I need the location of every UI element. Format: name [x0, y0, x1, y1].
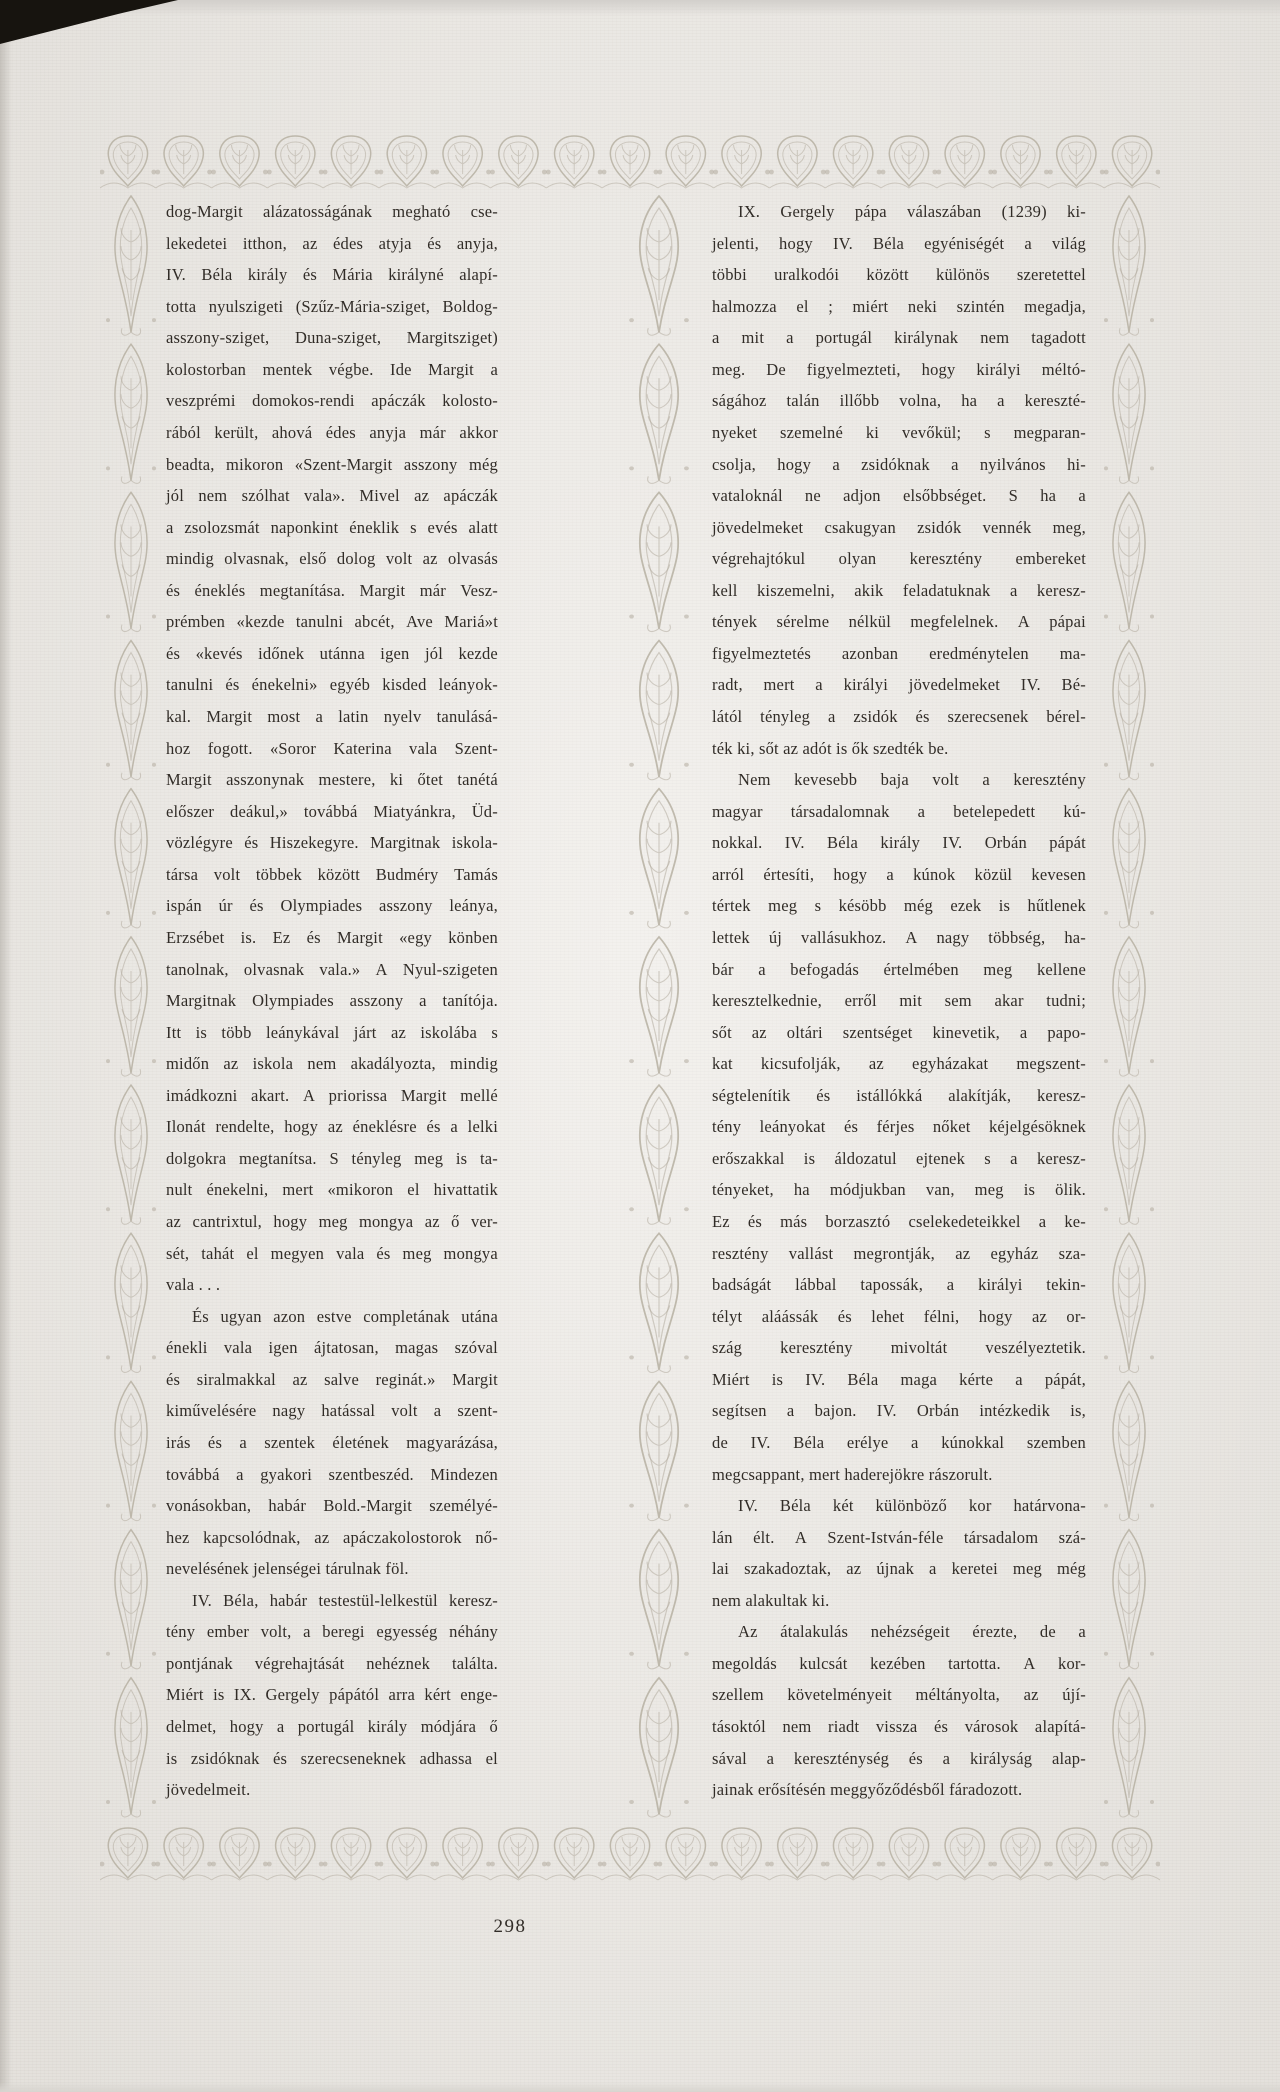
text-line: csolja, hogy a zsidóknak a nyilvános hi- [712, 454, 1086, 474]
text-line: de IV. Béla erélye a kúnokkal szemben [712, 1432, 1086, 1452]
text-line: kiművelésére nagy hatással volt a szent- [166, 1401, 498, 1421]
text-line: tény leányokat és férjes nőket kéjelgésöknek [712, 1117, 1086, 1137]
text-line: jövedelmeket csakugyan zsidók vennék meg, [712, 517, 1086, 537]
text-line: pontjának végrehajtását nehéznek találta. [166, 1653, 498, 1673]
text-line: sával a kereszténység és a királyság alap- [712, 1748, 1086, 1768]
text-line: kat kicsufolják, az egyházakat megszent- [712, 1054, 1086, 1074]
paragraph [712, 764, 1086, 1490]
text-line: asszony-sziget, Duna-sziget, Margitsziget) [166, 328, 498, 348]
text-line: Margitnak Olympiades asszony a tanítója. [166, 991, 498, 1011]
text-line: totta nyulszigeti (Szűz-Mária-sziget, Boldog- [166, 296, 498, 316]
text-line: vonásokban, habár Bold.-Margit személyé- [166, 1496, 498, 1516]
text-line: kell kiszemelni, akik feladatuknak a keresz- [712, 580, 1086, 600]
text-line: figyelmeztetés azonban eredménytelen ma- [712, 643, 1086, 663]
text-line: Miért is IX. Gergely pápától arra kért enge- [166, 1685, 498, 1705]
text-line: ságához talán illőbb volna, ha a kereszté- [712, 391, 1086, 411]
paragraph [712, 1490, 1086, 1616]
text-line: és siralmakkal az salve reginát.» Margit [166, 1369, 498, 1389]
text-line: hoz fogott. «Soror Katerina vala Szent- [166, 738, 498, 758]
ornament-border-left [100, 190, 162, 1820]
ornament-border-right [1098, 190, 1160, 1820]
text-line: énekli vala igen ájtatosan, magas szóval [166, 1338, 498, 1358]
text-line: a zsolozsmát naponkint éneklik s evés alatt [166, 517, 498, 537]
text-line: jelenti, hogy IV. Béla egyéniségét a világ [712, 233, 1086, 253]
text-line: resztény vallást megrontják, az egyház sza- [712, 1243, 1086, 1263]
text-line: segítsen a bajon. IV. Orbán intézkedik is, [712, 1401, 1086, 1421]
scan-edge-bottom [0, 2082, 1280, 2092]
paragraph [166, 1301, 498, 1585]
text-line: IV. Béla két különböző kor határvona- [738, 1496, 1086, 1516]
ornament-border-bottom [100, 1820, 1160, 1882]
text-line: És ugyan azon estve completának utána [192, 1306, 498, 1326]
paragraph [712, 1616, 1086, 1805]
text-line: tanolnak, olvasnak vala.» A Nyul-szigeten [166, 959, 498, 979]
text-line: és éneklés megtanítása. Margit már Vesz- [166, 580, 498, 600]
text-line: tény ember volt, a beregi egyesség néhány [166, 1622, 498, 1642]
text-line: kal. Margit most a latin nyelv tanulásá- [166, 707, 498, 726]
ornament-border-top [100, 128, 1160, 190]
text-line: Margit asszonynak mestere, ki őtet tanétá [166, 770, 498, 790]
text-line: szág keresztény mivoltát veszélyeztetik. [712, 1338, 1086, 1358]
text-line: hez kapcsolódnak, az apáczakolostorok nő- [166, 1527, 498, 1547]
text-line: irás és a szentek életének magyarázása, [166, 1432, 498, 1452]
text-line: vala . . . [166, 1275, 221, 1295]
text-line: kolostorban mentek végbe. Ide Margit a [166, 359, 498, 379]
text-line: szellem követelményeit méltányolta, az újí- [712, 1685, 1086, 1705]
text-line: ispán úr és Olympiades asszony leánya, [166, 896, 498, 916]
text-line: jól nem szólhat vala». Mivel az apáczák [166, 486, 498, 506]
text-line: és «kevés időnek utánna igen jól kezde [166, 643, 498, 663]
text-line: arról értesíti, hogy a kúnok közül kevesen [712, 864, 1086, 884]
text-line: többi uralkodói között különös szeretettel [712, 265, 1086, 285]
text-line: IX. Gergely pápa válaszában (1239) ki- [738, 202, 1086, 221]
text-line: mindig olvasnak, első dolog volt az olvasás [166, 549, 498, 569]
text-line: megoldás kulcsát kezében tartotta. A kor- [712, 1653, 1086, 1673]
text-line: dolgokra megtanítsa. S tényleg meg is ta- [166, 1148, 498, 1168]
text-line: tanulni és énekelni» egyéb kisded leányok- [166, 675, 498, 695]
text-line: rából került, ahová édes anyja már akkor [166, 422, 498, 442]
text-line: vataloknál ne adjon elsőbbséget. S ha a [712, 486, 1086, 506]
paragraph [166, 196, 498, 1301]
paragraph [712, 196, 1086, 764]
text-line: halmozza el ; miért neki szintén megadja, [712, 296, 1086, 316]
scan-edge-top [0, 0, 1280, 16]
text-line: vözlégyre és Hiszekegyre. Margitnak iskola- [166, 833, 498, 853]
text-line: prémben «kezde tanulni abcét, Ave Mariá»t [166, 612, 498, 632]
text-line: nem alakultak ki. [712, 1590, 830, 1610]
text-line: Itt is több leánykával járt az iskolába s [166, 1022, 498, 1042]
text-line: tértek meg s késöbb még ezek is hűtlenek [712, 896, 1086, 916]
text-line: nyeket szemelné ki vevőkül; s megparan- [712, 422, 1086, 442]
text-line: továbbá a gyakori szentbeszéd. Mindezen [166, 1464, 498, 1484]
text-line: lától tényleg a zsidók és szerecsenek bérel- [712, 707, 1086, 726]
text-line: lekedetei itthon, az édes atyja és anyja, [166, 233, 498, 253]
text-line: nult énekelni, mert «mikoron el hivattatik [166, 1180, 498, 1200]
text-line: magyar társadalomnak a betelepedett kú- [712, 801, 1086, 821]
text-line: lán élt. A Szent-István-féle társadalom szá- [712, 1527, 1086, 1547]
text-line: Erzsébet is. Ez és Margit «egy könben [166, 927, 498, 947]
text-line: Ez és más borzasztó cselekedeteikkel a ke- [712, 1212, 1086, 1231]
text-line: IV. Béla király és Mária királyné alapí- [166, 265, 498, 285]
page-number: 298 [493, 1916, 527, 1937]
text-line: ségtelenítik és istállókká alakítják, keresz- [712, 1085, 1086, 1105]
text-line: tényeket, ha módjukban van, meg is ölik. [712, 1180, 1086, 1200]
text-line: Az átalakulás nehézségeit érezte, de a [738, 1622, 1086, 1642]
text-line: lai szakadoztak, az újnak a keretei meg még [712, 1559, 1086, 1579]
text-line: meg. De figyelmezteti, hogy királyi méltó- [712, 359, 1086, 379]
text-column-left [166, 196, 498, 1806]
text-line: bár a befogadás értelmében meg kellene [712, 959, 1086, 979]
text-line: sét, tahát el megyen vala és meg mongya [166, 1243, 498, 1263]
text-line: beadta, mikoron «Szent-Margit asszony még [166, 454, 498, 474]
text-line: sőt az oltári szentséget kinevetik, a papo- [712, 1022, 1086, 1042]
text-line: badságát lábbal tapossák, a királyi tekin- [712, 1275, 1086, 1295]
text-line: imádkozni akart. A priorissa Margit mellé [166, 1085, 498, 1105]
text-line: erőszakkal is áldozatul ejtenek s a keresz- [712, 1148, 1086, 1168]
text-line: dog-Margit alázatosságának megható cse- [166, 202, 498, 221]
text-line: IV. Béla, habár testestül-lelkestül keresz- [192, 1590, 498, 1610]
text-line: veszprémi domokos-rendi apáczák kolosto- [166, 391, 498, 411]
text-line: is zsidóknak és szerecseneknek adhassa el [166, 1748, 498, 1768]
text-line: társa volt többek között Budméry Tamás [166, 864, 498, 884]
text-line: lettek új vallásukhoz. A nagy többség, ha- [712, 927, 1086, 947]
text-line: megcsappant, mert haderejökre rászorult. [712, 1464, 993, 1484]
text-line: előszer deákul,» továbbá Miatyánkra, Üd- [166, 801, 498, 821]
text-line: télyt aláássák és lehet félni, hogy az or- [712, 1306, 1086, 1326]
text-line: nokkal. IV. Béla király IV. Orbán pápát [712, 833, 1086, 853]
text-line: tények sérelme nélkül megfelelnek. A pápai [712, 612, 1086, 632]
text-line: nevelésének jelenségei tárulnak föl. [166, 1559, 409, 1579]
paragraph [166, 1585, 498, 1806]
text-line: midőn az iskola nem akadályozta, mindig [166, 1054, 498, 1074]
text-line: delmet, hogy a portugál király módjára ő [166, 1717, 498, 1736]
scan-edge-left [0, 0, 12, 2092]
text-line: keresztelkednie, erről mit sem akar tudni; [712, 991, 1086, 1011]
text-line: végrehajtókul olyan keresztény embereket [712, 549, 1086, 569]
text-line: radt, mert a királyi jövedelmeket IV. Bé- [712, 675, 1086, 695]
text-line: Ilonát rendelte, hogy az éneklésre és a lelki [166, 1117, 498, 1137]
text-line: a mit a portugál királynak nem tagadott [712, 328, 1086, 348]
text-line: az cantrixtul, hogy meg mongya az ő ver- [166, 1212, 498, 1231]
text-line: tásoktól nem riadt vissza és városok alapítá- [712, 1717, 1086, 1736]
text-column-right [712, 196, 1086, 1806]
text-line: Miért is IV. Béla maga kérte a pápát, [712, 1369, 1086, 1389]
text-line: jainak erősítésén meggyőződésből fáradozott. [712, 1780, 1023, 1800]
text-line: jövedelmeit. [166, 1780, 251, 1800]
text-line: Nem kevesebb baja volt a keresztény [738, 770, 1086, 790]
ornament-column-divider [622, 190, 696, 1820]
text-line: ték ki, sőt az adót is ők szedték be. [712, 738, 949, 758]
